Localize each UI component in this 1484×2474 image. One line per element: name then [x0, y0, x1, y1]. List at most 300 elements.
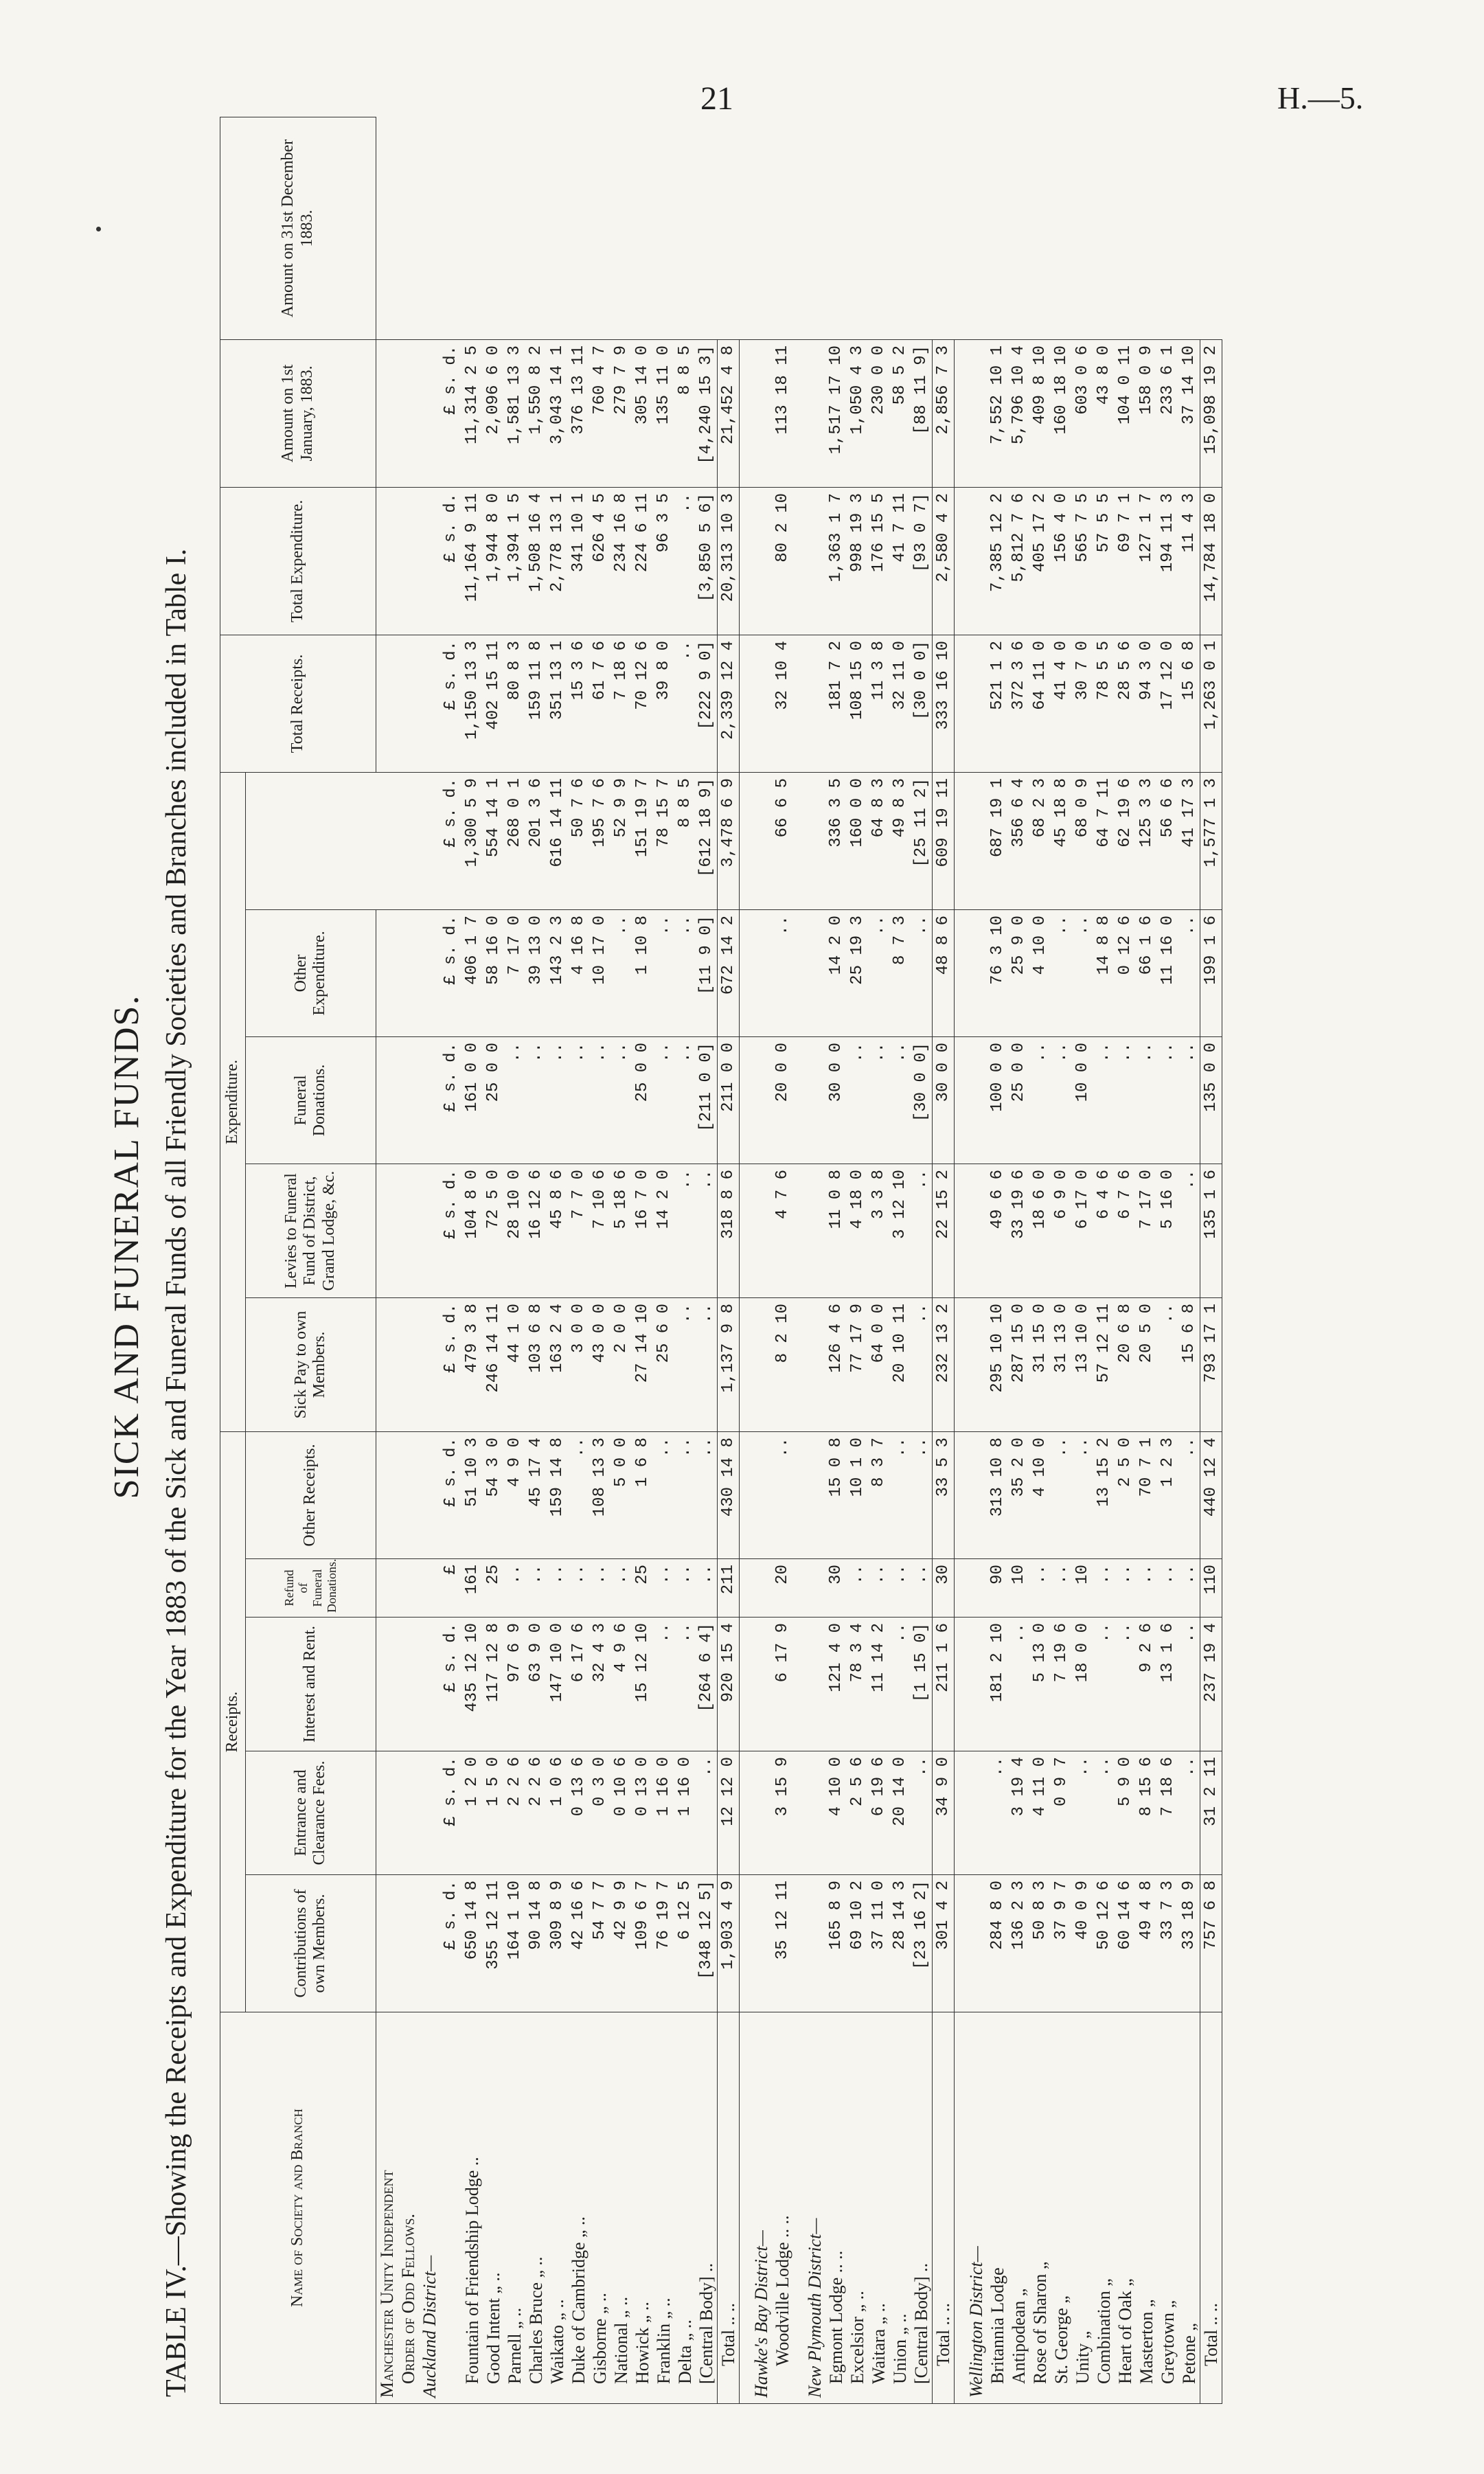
value-cell: 224 6 11 — [632, 487, 653, 635]
spacer-cell — [793, 2012, 804, 2404]
value-cell — [376, 772, 398, 909]
value-cell: 49 8 3 — [889, 772, 911, 909]
value-cell: 37 11 0 — [868, 1875, 889, 2012]
section-row — [419, 117, 440, 2404]
value-cell: 10 — [1072, 1559, 1093, 1618]
row-name: Excelsior „ .. — [847, 2012, 868, 2404]
value-cell: 60 14 6 — [1115, 1875, 1136, 2012]
value-cell: 2,778 13 1 — [547, 487, 568, 635]
section-row — [376, 117, 398, 2404]
value-cell: 7 19 6 — [1051, 1618, 1072, 1751]
value-cell: 64 11 0 — [1029, 635, 1051, 772]
value-cell: .. — [1178, 1164, 1200, 1298]
value-cell: 20 5 0 — [1136, 1298, 1157, 1432]
table-row — [1072, 117, 1093, 2404]
value-cell: 90 14 8 — [525, 1875, 547, 2012]
value-cell — [751, 1432, 772, 1559]
value-cell: 0 9 7 — [1051, 1751, 1072, 1875]
value-cell: 4 10 0 — [825, 1751, 847, 1875]
value-cell: £ s. d. — [440, 635, 461, 772]
value-cell: 39 8 0 — [653, 635, 674, 772]
value-cell: 10 — [1008, 1559, 1029, 1618]
table-row — [610, 117, 632, 2404]
value-cell: .. — [772, 1432, 793, 1559]
row-name: Manchester Unity Independent — [376, 2012, 398, 2404]
value-cell: 616 14 11 — [547, 772, 568, 909]
value-cell: £ s. d. — [440, 1298, 461, 1432]
value-cell: .. — [1093, 1559, 1115, 1618]
value-cell: [88 11 9] — [911, 339, 933, 487]
value-cell: 15 12 10 — [632, 1618, 653, 1751]
value-cell — [966, 910, 987, 1037]
value-cell: 4 9 0 — [504, 1432, 525, 1559]
value-cell: 1,550 8 2 — [525, 339, 547, 487]
value-cell: 159 14 8 — [547, 1432, 568, 1559]
value-cell: 9 2 6 — [1136, 1618, 1157, 1751]
value-cell: 2,856 7 3 — [932, 339, 954, 487]
value-cell — [398, 1559, 419, 1618]
value-cell: 18 0 0 — [1072, 1618, 1093, 1751]
value-cell — [376, 1432, 398, 1559]
table-row — [589, 117, 610, 2404]
value-cell: 94 3 0 — [1136, 635, 1157, 772]
value-cell: [25 11 2] — [911, 772, 933, 909]
value-cell: 72 5 0 — [483, 1164, 504, 1298]
value-cell: .. — [653, 1432, 674, 1559]
col-entrance-header: Entrance and Clearance Fees. — [245, 1751, 376, 1875]
value-cell: [23 16 2] — [911, 1875, 933, 2012]
value-cell: 66 1 6 — [1136, 910, 1157, 1037]
value-cell: 237 19 4 — [1200, 1618, 1222, 1751]
value-cell — [804, 772, 825, 909]
value-cell: 8 8 5 — [674, 339, 696, 487]
table-subtitle: TABLE IV.—Showing the Receipts and Expenditure for the Year 1883 of the Sick and Funeral Funds of all Friendly Societies and Branches included in Table I. — [161, 548, 192, 2397]
value-cell — [751, 635, 772, 772]
value-cell: 760 4 7 — [589, 339, 610, 487]
value-cell: .. — [889, 1037, 911, 1164]
value-cell: .. — [589, 1037, 610, 1164]
value-cell: 15 6 8 — [1178, 1298, 1200, 1432]
table-row — [825, 117, 847, 2404]
value-cell: 1 16 0 — [653, 1751, 674, 1875]
value-cell: 64 7 11 — [1093, 772, 1115, 909]
value-cell: 356 6 4 — [1008, 772, 1029, 909]
value-cell: 33 19 6 — [1008, 1164, 1029, 1298]
value-cell — [751, 1037, 772, 1164]
value-cell: 13 1 6 — [1157, 1618, 1178, 1751]
value-cell: .. — [1178, 1559, 1200, 1618]
value-cell: .. — [911, 910, 933, 1037]
value-cell: .. — [772, 910, 793, 1037]
value-cell: 103 6 8 — [525, 1298, 547, 1432]
value-cell: 5,796 10 4 — [1008, 339, 1029, 487]
value-cell: .. — [696, 1298, 718, 1432]
value-cell: 409 8 10 — [1029, 339, 1051, 487]
value-cell: 20 10 11 — [889, 1298, 911, 1432]
value-cell: 4 16 8 — [568, 910, 589, 1037]
value-cell: 143 2 3 — [547, 910, 568, 1037]
value-cell: 78 3 4 — [847, 1618, 868, 1751]
value-cell: 30 — [825, 1559, 847, 1618]
value-cell: 104 8 0 — [461, 1164, 483, 1298]
section-row — [751, 117, 772, 2404]
value-cell: 160 18 10 — [1051, 339, 1072, 487]
value-cell: [3,850 5 6] — [696, 487, 718, 635]
row-name: Parnell „ .. — [504, 2012, 525, 2404]
value-cell: 32 11 0 — [889, 635, 911, 772]
row-name: Charles Bruce „ .. — [525, 2012, 547, 2404]
table-row — [674, 117, 696, 2404]
value-cell: 1,508 16 4 — [525, 487, 547, 635]
value-cell: 22 15 2 — [932, 1164, 954, 1298]
value-cell: .. — [868, 1559, 889, 1618]
funds-table — [220, 117, 1222, 2404]
row-name: Total .. .. — [717, 2012, 739, 2404]
value-cell: 45 18 8 — [1051, 772, 1072, 909]
value-cell: 6 19 6 — [868, 1751, 889, 1875]
value-cell — [376, 1164, 398, 1298]
value-cell: 58 16 0 — [483, 910, 504, 1037]
value-cell: 2 5 6 — [847, 1751, 868, 1875]
value-cell — [376, 339, 398, 487]
value-cell: 58 5 2 — [889, 339, 911, 487]
value-cell: 68 0 9 — [1072, 772, 1093, 909]
value-cell: 20,313 10 3 — [717, 487, 739, 635]
page-number: 21 — [700, 80, 733, 117]
value-cell: 7,385 12 2 — [987, 487, 1008, 635]
value-cell — [398, 339, 419, 487]
row-name: Antipodean „ — [1008, 2012, 1029, 2404]
value-cell: 117 12 8 — [483, 1618, 504, 1751]
value-cell: .. — [889, 1618, 911, 1751]
value-cell — [966, 1298, 987, 1432]
value-cell: .. — [525, 1037, 547, 1164]
spacer-cell — [954, 1751, 966, 1875]
value-cell — [804, 487, 825, 635]
value-cell: 80 2 10 — [772, 487, 793, 635]
value-cell: 0 13 6 — [568, 1751, 589, 1875]
value-cell: .. — [868, 910, 889, 1037]
row-name: Good Intent „ .. — [483, 2012, 504, 2404]
value-cell — [751, 910, 772, 1037]
value-cell: 164 1 10 — [504, 1875, 525, 2012]
value-cell: 45 17 4 — [525, 1432, 547, 1559]
value-cell: 151 19 7 — [632, 772, 653, 909]
value-cell: 11 14 2 — [868, 1618, 889, 1751]
table-row — [987, 117, 1008, 2404]
col-other-receipts-header: Other Receipts. — [245, 1432, 376, 1559]
value-cell: £ s. d. — [440, 910, 461, 1037]
value-cell: .. — [1178, 910, 1200, 1037]
spacer-cell — [954, 1298, 966, 1432]
value-cell: 52 9 9 — [610, 772, 632, 909]
col-interest-header: Interest and Rent. — [245, 1618, 376, 1751]
value-cell: [93 0 7] — [911, 487, 933, 635]
value-cell — [398, 1618, 419, 1751]
value-cell: .. — [1072, 1432, 1093, 1559]
value-cell: .. — [1178, 1432, 1200, 1559]
table-row — [461, 117, 483, 2404]
value-cell: 31 2 11 — [1200, 1751, 1222, 1875]
value-cell — [419, 1618, 440, 1751]
value-cell: 78 15 7 — [653, 772, 674, 909]
value-cell — [966, 1164, 987, 1298]
value-cell: 5 18 6 — [610, 1164, 632, 1298]
value-cell: 161 — [461, 1559, 483, 1618]
value-cell: 372 3 6 — [1008, 635, 1029, 772]
value-cell: [264 6 4] — [696, 1618, 718, 1751]
value-cell: [30 0 0] — [911, 635, 933, 772]
value-cell — [966, 339, 987, 487]
spacer-cell — [739, 1298, 751, 1432]
value-cell: 920 15 4 — [717, 1618, 739, 1751]
value-cell — [398, 1298, 419, 1432]
value-cell: 14,784 18 0 — [1200, 487, 1222, 635]
spacer-row — [739, 117, 751, 2404]
value-cell — [804, 339, 825, 487]
table-row — [1178, 117, 1200, 2404]
table-row — [1136, 117, 1157, 2404]
table-row — [483, 117, 504, 2404]
value-cell: [4,240 15 3] — [696, 339, 718, 487]
value-cell: .. — [1178, 1618, 1200, 1751]
value-cell: 4 18 0 — [847, 1164, 868, 1298]
table-row — [1093, 117, 1115, 2404]
value-cell: .. — [696, 1432, 718, 1559]
col-total-receipts-header: Total Receipts. — [220, 635, 376, 772]
value-cell: 7 10 6 — [589, 1164, 610, 1298]
value-cell: 5 13 0 — [1029, 1618, 1051, 1751]
value-cell — [419, 1164, 440, 1298]
value-cell: .. — [911, 1298, 933, 1432]
row-name: Waikato „ .. — [547, 2012, 568, 2404]
value-cell: .. — [1115, 1618, 1136, 1751]
value-cell: 30 0 0 — [932, 1037, 954, 1164]
value-cell: 31 15 0 — [1029, 1298, 1051, 1432]
value-cell: 301 4 2 — [932, 1875, 954, 2012]
table-row — [568, 117, 589, 2404]
value-cell: 554 14 1 — [483, 772, 504, 909]
page-reference: H.—5. — [1277, 80, 1364, 115]
value-cell — [751, 1875, 772, 2012]
row-name — [440, 2012, 461, 2404]
value-cell: 43 0 0 — [589, 1298, 610, 1432]
value-cell: 5 16 0 — [1157, 1164, 1178, 1298]
value-cell: 30 0 0 — [825, 1037, 847, 1164]
value-cell: 40 0 9 — [1072, 1875, 1093, 2012]
value-cell: 77 17 9 — [847, 1298, 868, 1432]
value-cell — [804, 1164, 825, 1298]
value-cell: 56 6 6 — [1157, 772, 1178, 909]
table-row — [889, 117, 911, 2404]
row-name: Combination „ — [1093, 2012, 1115, 2404]
value-cell: £ s. d. — [440, 1875, 461, 2012]
value-cell: 1,903 4 9 — [717, 1875, 739, 2012]
value-cell — [419, 1875, 440, 2012]
value-cell: 6 7 6 — [1115, 1164, 1136, 1298]
value-cell: 39 13 0 — [525, 910, 547, 1037]
value-cell: 135 1 6 — [1200, 1164, 1222, 1298]
row-name: Total .. .. — [1200, 2012, 1222, 2404]
value-cell: 48 8 6 — [932, 910, 954, 1037]
spacer-cell — [739, 339, 751, 487]
value-cell: 10 1 0 — [847, 1432, 868, 1559]
value-cell: .. — [674, 1164, 696, 1298]
value-cell: 13 10 0 — [1072, 1298, 1093, 1432]
expenditure-header: Expenditure. — [220, 772, 246, 1431]
value-cell — [804, 1298, 825, 1432]
value-cell — [751, 1298, 772, 1432]
value-cell: .. — [568, 1432, 589, 1559]
value-cell: .. — [1136, 1037, 1157, 1164]
value-cell: 2 0 0 — [610, 1298, 632, 1432]
value-cell: 17 12 0 — [1157, 635, 1178, 772]
value-cell: 1,137 9 8 — [717, 1298, 739, 1432]
value-cell: £ s. d. — [440, 339, 461, 487]
spacer-cell — [739, 1751, 751, 1875]
value-cell: £ s. d. — [440, 487, 461, 635]
value-cell: 2,339 12 4 — [717, 635, 739, 772]
value-cell: 25 — [483, 1559, 504, 1618]
value-cell: 27 14 10 — [632, 1298, 653, 1432]
value-cell: .. — [911, 1751, 933, 1875]
value-cell — [419, 910, 440, 1037]
value-cell — [419, 1559, 440, 1618]
value-cell: .. — [987, 1751, 1008, 1875]
spacer-cell — [739, 1875, 751, 2012]
value-cell — [751, 1559, 772, 1618]
value-cell: 1,050 4 3 — [847, 339, 868, 487]
value-cell: 0 10 6 — [610, 1751, 632, 1875]
value-cell — [804, 1618, 825, 1751]
col-contributions-header: Contributions of own Members. — [245, 1875, 376, 2012]
value-cell — [398, 910, 419, 1037]
value-cell: 0 12 6 — [1115, 910, 1136, 1037]
value-cell: .. — [1051, 1037, 1072, 1164]
spacer-cell — [739, 910, 751, 1037]
value-cell: .. — [674, 1559, 696, 1618]
value-cell: 41 4 0 — [1051, 635, 1072, 772]
col-name-header: Name of Society and Branch — [220, 2012, 376, 2404]
value-cell: 295 10 10 — [987, 1298, 1008, 1432]
value-cell: 341 10 1 — [568, 487, 589, 635]
value-cell — [419, 1037, 440, 1164]
table-row — [868, 117, 889, 2404]
value-cell: 11 3 8 — [868, 635, 889, 772]
spacer-cell — [793, 1037, 804, 1164]
value-cell — [804, 1037, 825, 1164]
value-cell: 50 12 6 — [1093, 1875, 1115, 2012]
spacer-cell — [793, 1432, 804, 1559]
spacer-cell — [793, 910, 804, 1037]
value-cell: 318 8 6 — [717, 1164, 739, 1298]
value-cell: 0 3 0 — [589, 1751, 610, 1875]
total-row — [1200, 117, 1222, 2404]
spacer-cell — [793, 1164, 804, 1298]
value-cell: 108 13 3 — [589, 1432, 610, 1559]
spacer-cell — [954, 339, 966, 487]
value-cell — [966, 1618, 987, 1751]
value-cell: 211 1 6 — [932, 1618, 954, 1751]
spacer-cell — [954, 1875, 966, 2012]
value-cell: 25 0 0 — [1008, 1037, 1029, 1164]
spacer-row — [793, 117, 804, 2404]
spacer-cell — [954, 635, 966, 772]
value-cell: 28 5 6 — [1115, 635, 1136, 772]
value-cell: 51 10 3 — [461, 1432, 483, 1559]
value-cell: 165 8 9 — [825, 1875, 847, 2012]
value-cell: .. — [868, 1037, 889, 1164]
value-cell — [376, 1875, 398, 2012]
value-cell: 672 14 2 — [717, 910, 739, 1037]
value-cell: 405 17 2 — [1029, 487, 1051, 635]
col-amount-jan-header: Amount on 1st January, 1883. — [220, 339, 376, 487]
value-cell: .. — [1093, 1751, 1115, 1875]
value-cell: 42 16 6 — [568, 1875, 589, 2012]
value-cell: 14 2 0 — [653, 1164, 674, 1298]
value-cell: 15 6 8 — [1178, 635, 1200, 772]
value-cell: 232 13 2 — [932, 1298, 954, 1432]
value-cell: .. — [674, 1037, 696, 1164]
value-cell: 5,812 7 6 — [1008, 487, 1029, 635]
value-cell: 195 7 6 — [589, 772, 610, 909]
value-cell: 70 12 6 — [632, 635, 653, 772]
value-cell: 31 13 0 — [1051, 1298, 1072, 1432]
value-cell: 96 3 5 — [653, 487, 674, 635]
value-cell: 163 2 4 — [547, 1298, 568, 1432]
value-cell: £ s. d. — [440, 772, 461, 909]
row-name: Unity „ — [1072, 2012, 1093, 2404]
value-cell: 159 11 8 — [525, 635, 547, 772]
value-cell: 1,581 13 3 — [504, 339, 525, 487]
table-row — [504, 117, 525, 2404]
table-row — [547, 117, 568, 2404]
value-cell: .. — [1178, 1751, 1200, 1875]
value-cell: 351 13 1 — [547, 635, 568, 772]
value-cell: 80 8 3 — [504, 635, 525, 772]
value-cell: 16 12 6 — [525, 1164, 547, 1298]
value-cell: 313 10 8 — [987, 1432, 1008, 1559]
value-cell: .. — [1157, 1037, 1178, 1164]
spacer-cell — [954, 1559, 966, 1618]
table-row — [632, 117, 653, 2404]
value-cell: £ s. d. — [440, 1037, 461, 1164]
value-cell: 305 14 0 — [632, 339, 653, 487]
col-levies-header: Levies to Funeral Fund of District, Grand Lodge, &c. — [245, 1164, 376, 1298]
value-cell: 136 2 3 — [1008, 1875, 1029, 2012]
value-cell — [376, 1559, 398, 1618]
table-title: SICK AND FUNERAL FUNDS. — [107, 994, 146, 1499]
value-cell — [398, 772, 419, 909]
value-cell: .. — [653, 1037, 674, 1164]
value-cell: 4 7 6 — [772, 1164, 793, 1298]
value-cell: 135 11 0 — [653, 339, 674, 487]
value-cell: 16 7 0 — [632, 1164, 653, 1298]
value-cell: .. — [568, 1037, 589, 1164]
value-cell: 376 13 11 — [568, 339, 589, 487]
value-cell: [11 9 0] — [696, 910, 718, 1037]
value-cell: .. — [547, 1037, 568, 1164]
value-cell: 125 3 3 — [1136, 772, 1157, 909]
value-cell: 211 — [717, 1559, 739, 1618]
value-cell: 201 3 6 — [525, 772, 547, 909]
spacer-cell — [739, 487, 751, 635]
value-cell: £ s. d. — [440, 1164, 461, 1298]
value-cell: 336 3 5 — [825, 772, 847, 909]
spacer-cell — [793, 635, 804, 772]
value-cell: 3 12 10 — [889, 1164, 911, 1298]
value-cell: 998 19 3 — [847, 487, 868, 635]
